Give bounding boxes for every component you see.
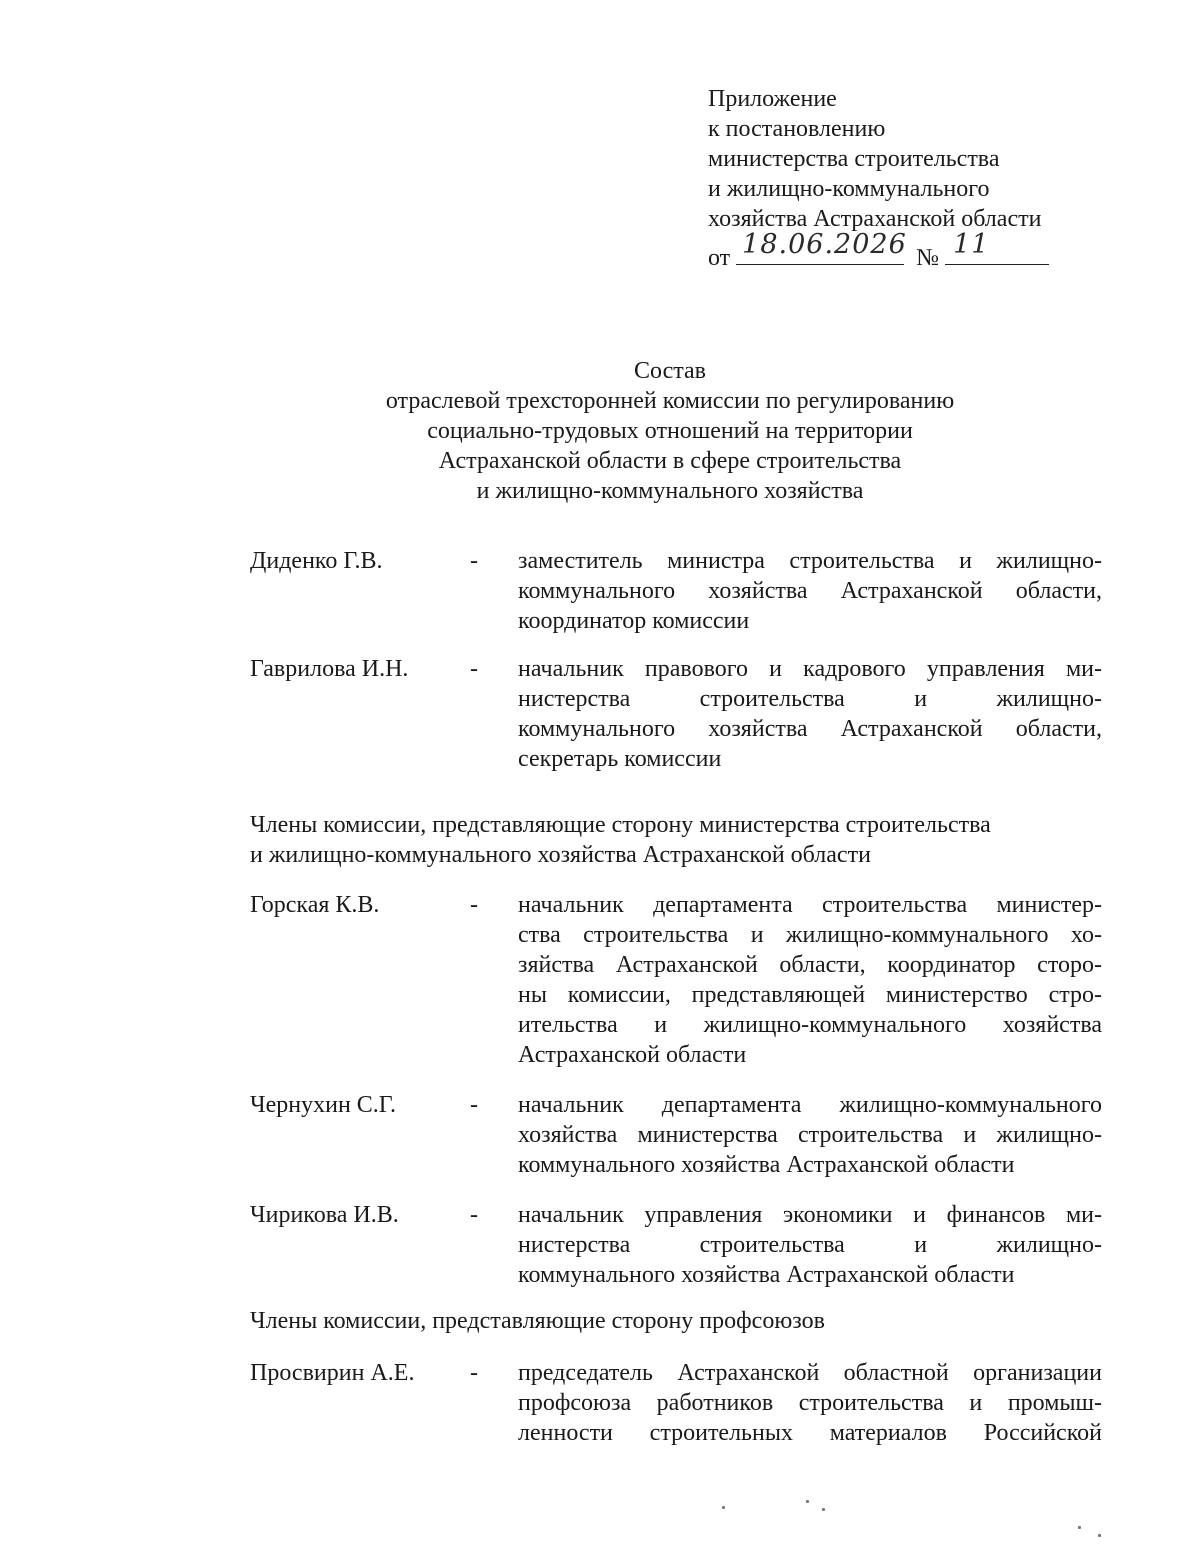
- member-name: Просвирин А.Е.: [250, 1360, 415, 1386]
- title-line: Состав: [633, 358, 707, 384]
- desc-line: нистерства строительства и жилищно-: [518, 686, 1102, 712]
- appendix-line: министерства строительства: [708, 146, 1000, 172]
- desc-line: Астраханской области: [518, 1042, 747, 1068]
- dash: -: [470, 1092, 478, 1118]
- section-line: Члены комиссии, представляющие сторону профсоюзов: [250, 1308, 825, 1334]
- handwritten-date: 18.06.2026: [742, 229, 907, 260]
- member-description: [518, 654, 1102, 774]
- member-description: [518, 1358, 1102, 1448]
- desc-line: нистерства строительства и жилищно-: [518, 1232, 1102, 1258]
- section-heading-ministry: [250, 810, 1080, 870]
- scan-speck: [1098, 1534, 1101, 1537]
- dash: -: [470, 1202, 478, 1228]
- title-line: отраслевой трехсторонней комиссии по регулированию: [385, 388, 955, 414]
- dash: -: [470, 656, 478, 682]
- date-prefix: от: [708, 245, 731, 271]
- appendix-line: и жилищно-коммунального: [708, 176, 990, 202]
- member-description: [518, 546, 1102, 636]
- section-line: Члены комиссии, представляющие сторону министерства строительства: [250, 812, 991, 838]
- desc-line: председатель Астраханской областной организации: [518, 1360, 1102, 1386]
- desc-line: ительства и жилищно-коммунального хозяйства: [518, 1012, 1102, 1038]
- date-number-line: [708, 229, 1128, 273]
- appendix-line: к постановлению: [708, 116, 886, 142]
- member-name: Чернухин С.Г.: [250, 1092, 396, 1118]
- desc-line: коммунального хозяйства Астраханской области,: [518, 716, 1102, 742]
- member-entry: [250, 546, 1102, 636]
- scan-speck: [1078, 1526, 1081, 1529]
- scan-speck: [822, 1508, 825, 1511]
- member-name: Чирикова И.В.: [250, 1202, 399, 1228]
- desc-line: начальник департамента строительства министер-: [518, 892, 1102, 918]
- desc-line: коммунального хозяйства Астраханской области,: [518, 578, 1102, 604]
- member-name: Гаврилова И.Н.: [250, 656, 409, 682]
- desc-line: заместитель министра строительства и жилищно-: [518, 548, 1102, 574]
- desc-line: ленности строительных материалов Российской: [518, 1420, 1102, 1446]
- number-field: [945, 229, 1049, 265]
- desc-line: коммунального хозяйства Астраханской области: [518, 1152, 1015, 1178]
- appendix-line: Приложение: [708, 86, 837, 112]
- desc-line: координатор комиссии: [518, 608, 750, 634]
- member-entry: [250, 1358, 1102, 1448]
- title-line: социально-трудовых отношений на территории: [427, 418, 913, 444]
- scan-speck: [722, 1506, 725, 1509]
- dash: -: [470, 892, 478, 918]
- section-line: и жилищно-коммунального хозяйства Астраханской области: [250, 842, 871, 868]
- member-description: [518, 890, 1102, 1070]
- dash: -: [470, 1360, 478, 1386]
- desc-line: начальник управления экономики и финансов ми-: [518, 1202, 1102, 1228]
- dash: -: [470, 548, 478, 574]
- number-prefix: №: [916, 245, 940, 271]
- member-entry: [250, 1090, 1102, 1180]
- document-title: [250, 356, 1090, 506]
- title-line: Астраханской области в сфере строительства: [438, 448, 902, 474]
- desc-line: ны комиссии, представляющей министерство стро-: [518, 982, 1102, 1008]
- appendix-header: [708, 84, 1128, 273]
- desc-line: хозяйства министерства строительства и жилищно-: [518, 1122, 1102, 1148]
- desc-line: секретарь комиссии: [518, 746, 722, 772]
- title-line: и жилищно-коммунального хозяйства: [476, 478, 864, 504]
- member-name: Диденко Г.В.: [250, 548, 383, 574]
- section-heading-unions: [250, 1306, 1080, 1336]
- member-description: [518, 1200, 1102, 1290]
- member-entry: [250, 890, 1102, 1070]
- desc-line: начальник департамента жилищно-коммунального: [518, 1092, 1102, 1118]
- member-description: [518, 1090, 1102, 1180]
- appendix-line: хозяйства Астраханской области: [708, 206, 1042, 232]
- member-entry: [250, 654, 1102, 774]
- desc-line: зяйства Астраханской области, координатор сторо-: [518, 952, 1102, 978]
- date-field: [736, 229, 907, 265]
- member-entry: [250, 1200, 1102, 1290]
- member-name: Горская К.В.: [250, 892, 380, 918]
- desc-line: профсоюза работников строительства и промыш-: [518, 1390, 1102, 1416]
- desc-line: начальник правового и кадрового управления ми-: [518, 656, 1102, 682]
- desc-line: ства строительства и жилищно-коммунального хо-: [518, 922, 1102, 948]
- scan-speck: [806, 1500, 809, 1503]
- handwritten-number: 11: [953, 229, 990, 260]
- desc-line: коммунального хозяйства Астраханской области: [518, 1262, 1015, 1288]
